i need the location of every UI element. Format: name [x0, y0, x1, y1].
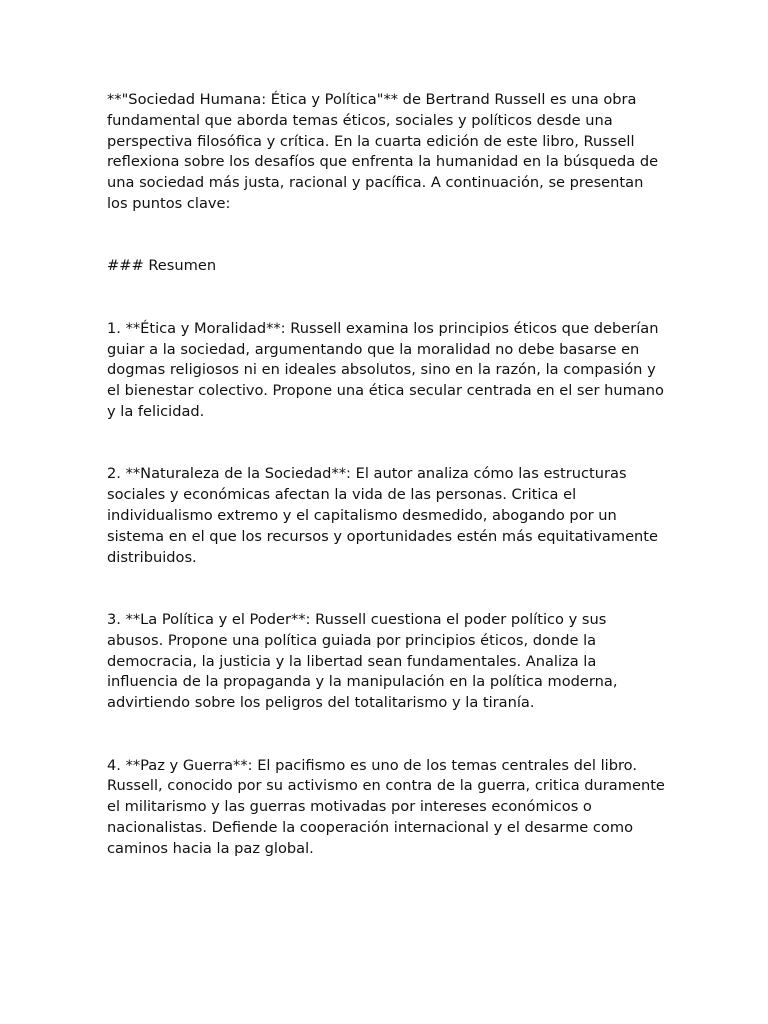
- list-item-etica: 1. **Ética y Moralidad**: Russell examina los principios éticos que deberían guiar a la sociedad, argumentando que la moralidad no debe basarse en dogmas religiosos ni en ideales absolutos, sino en la razón, la compasión y el bienestar colectivo. Propone una ética secular centrada en el ser humano y la felicidad.: [107, 319, 664, 420]
- section-heading: ### Resumen: [107, 257, 217, 275]
- list-item-sociedad: 2. **Naturaleza de la Sociedad**: El autor analiza cómo las estructuras sociales y económicas afectan la vida de las personas. Critica el individualismo extremo y el capitalismo desmedido, abogando por un sistema en el que los recursos y oportunidades estén más equitativamente distribuidos.: [107, 465, 659, 566]
- list-item-paz: 4. **Paz y Guerra**: El pacifismo es uno de los temas centrales del libro. Russell, conocido por su activismo en contra de la guerra, critica duramente el militarismo y las guerras motivadas por intereses económicos o nacionalistas. Defiende la cooperación internacional y el desarme como caminos hacia la paz global.: [107, 756, 665, 857]
- intro-paragraph: **"Sociedad Humana: Ética y Política"** de Bertrand Russell es una obra fundamental que aborda temas éticos, sociales y políticos desde una perspectiva filosófica y crítica. En la cuarta edición de este libro, Russell reflexiona sobre los desafíos que enfrenta la humanidad en la búsqueda de una sociedad más justa, racional y pacífica. A continuación, se presentan los puntos clave:: [107, 91, 659, 212]
- list-item-politica: 3. **La Política y el Poder**: Russell cuestiona el poder político y sus abusos. Propone una política guiada por principios éticos, donde la democracia, la justicia y la libertad sean fundamentales. Analiza la influencia de la propaganda y la manipulación en la política moderna, advirtiendo sobre los peligros del totalitarismo y la tiranía.: [107, 610, 618, 712]
